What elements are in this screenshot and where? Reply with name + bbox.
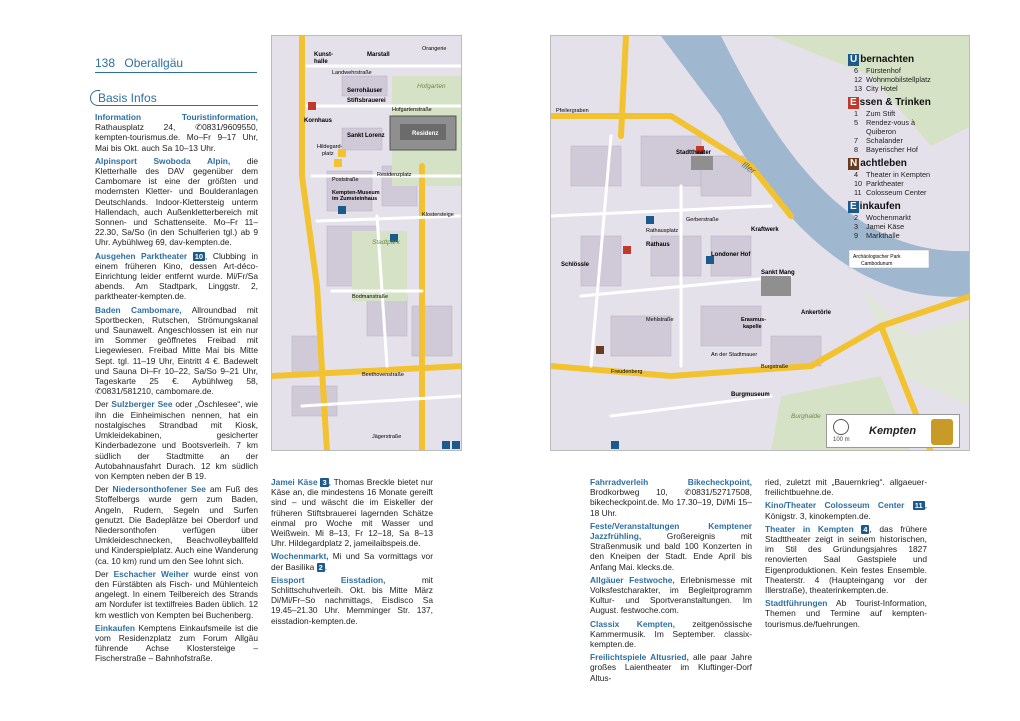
entry-name: Allgäuer Festwoche,	[590, 574, 675, 585]
map-number-badge: 2	[318, 562, 323, 572]
legend-item-label: Parktheater	[866, 179, 904, 188]
entry-name: Eissport	[271, 574, 305, 585]
heading-rule	[100, 105, 258, 106]
city-logo-icon	[931, 419, 953, 445]
middle-text-column	[271, 477, 433, 629]
svg-text:Erasmus-: Erasmus-	[741, 317, 767, 323]
map-label-burghalde: Burghalde	[791, 413, 821, 420]
right-text-column-2	[765, 477, 927, 632]
map-label-kraftwerk: Kraftwerk	[751, 227, 779, 233]
map-legend	[848, 50, 960, 240]
entry-text: die Kletterhalle des DAV gegenüber dem Cambomare ist eine der größten und modernsten Kletter- und Boulderanlagen Deutschlands. Indoor-Klettersteig unterm Hallendach, auch Außenkletterbereich mit Sonnen- und Schattenseite. Mo–Fr 11–22.30, Sa/So (in den Schulferien tgl.) ab 9 Uhr. Aybühlweg 69, dav-kempten.de.	[95, 155, 258, 248]
entry-paragraph	[271, 477, 433, 548]
map-label-residenzplatz: Residenzplatz	[377, 172, 412, 178]
svg-text:halle: halle	[314, 59, 328, 65]
legend-item-label: Theater in Kempten	[866, 170, 931, 179]
legend-category	[848, 54, 960, 93]
legend-category	[848, 201, 960, 240]
entry-paragraph	[765, 477, 927, 497]
entry-prefix: Der	[95, 399, 112, 410]
entry-paragraph	[271, 551, 433, 571]
legend-item	[848, 188, 960, 197]
map-label-jaegerstrasse: Jägerstraße	[372, 434, 402, 440]
entry-text: zeitgenössische Kammermusik. Im September. classix-kempten.de.	[590, 618, 752, 650]
entry-text: Rathausplatz 24, ✆0831/9609550, kempten-tourismus.de. Mo–Fr 9–17 Uhr, Mai bis Okt. auch Sa 10–13 Uhr.	[95, 122, 258, 153]
entry-text: Brodkorbweg 10, ✆0831/52717508, bikecheckpoint.de. Mo 17.30–19, Di/Mi 15–18 Uhr.	[590, 487, 752, 518]
entry-paragraph	[590, 477, 752, 518]
entry-name: Freilichtspiele Altusried,	[590, 652, 689, 663]
entry-keyword: Alpinsport	[95, 155, 137, 166]
legend-item	[848, 179, 960, 188]
map-title-box	[826, 414, 960, 448]
legend-category-title	[848, 97, 960, 109]
entry-text: wurde einst von den Fürstäbten als Fisch- und Mühlenteich angelegt. In einem Teilbereich des Strands am Nordufer ist textilfreies Baden üblich. 12 km westlich von Kempten bei Buchenberg.	[95, 568, 258, 620]
legend-item-number: 8	[854, 145, 859, 154]
map-left	[271, 35, 462, 451]
page-header	[95, 56, 257, 73]
entry-text: Erlebnismesse mit Volksfestcharakter, im Begleitprogramm Kultur- und Sportveranstaltungen. Im August. festwoche.com.	[590, 574, 752, 616]
legend-category-title	[848, 54, 960, 66]
basis-infos-title: Basis Infos	[98, 91, 157, 105]
legend-category-title	[848, 201, 960, 213]
entry-paragraph	[95, 112, 258, 153]
left-text-column	[95, 112, 258, 667]
svg-text:Archäologischer Park: Archäologischer Park	[853, 254, 901, 260]
legend-item-label: Zum Stift	[866, 109, 896, 118]
entry-keyword: Einkaufen	[95, 622, 136, 633]
map-label-ankertoerle: Ankertörle	[801, 310, 832, 316]
legend-title-text: achtleben	[860, 158, 907, 169]
map-label-stadttheater: Stadttheater	[676, 150, 712, 156]
entry-text: Allroundbad mit Sportbecken, Rutschen, Strömungskanal und Saunawelt. Angeschlossen ist ein nur im Sommer geöffnetes Freibad mit Liegewiesen. Freibad Mitte Mai bis Mitte Sept. tgl. 11–19 Uhr, Eintritt 4 €. Badewelt und Sauna Di–Fr 10–22, Sa/So 9–21 Uhr, Tageskarte 25 €. Aybühlweg 58, ✆0831/581210, cambomare.de.	[95, 304, 258, 397]
map-label-kornhaus: Kornhaus	[304, 118, 333, 124]
entry-text: am Fuß des Stoffelbergs wurde gern zum Baden, Angeln, Rudern, Segeln und Surfen genutzt. Die Badeplätze bei Oberdorf und Niedersonthofen verfügen über Umkleideschnecken, Beachvolleyballfeld und Kinderspielplatz. Auch eine Wanderung (ca. 10 km) rund um den See lohnt sich.	[95, 484, 258, 566]
basis-infos-heading	[90, 90, 258, 106]
entry-name: Jamei Käse	[271, 477, 318, 487]
entry-text: ried, zuletzt mit „Bauernkrieg“. allgaeuer-freilichtbuehne.de.	[765, 477, 927, 498]
svg-text:Cambodunum: Cambodunum	[861, 261, 893, 267]
map-label-hofgartenstrasse: Hofgartenstraße	[392, 107, 432, 113]
map-label-beethovenstrasse: Beethovenstraße	[362, 372, 404, 378]
entry-text: , das frühere Stadttheater zeigt in seinem historischen, im Stil des Gründungsjahres 1827 renovierten Saal Gastspiele und Eigenproduktionen. Kein festes Ensemble. Theaterstr. 4 (Haupteingang vor der Illerstraße), theaterinkempten.de.	[765, 523, 928, 596]
entry-name: Feste/Veranstaltungen	[590, 520, 680, 531]
legend-item	[848, 75, 960, 84]
entry-name: Colosseum Center	[824, 500, 905, 511]
entry-keyword: Information	[95, 112, 142, 122]
legend-item-label: Markthalle	[866, 231, 900, 240]
entry-text: Ab Tourist-Information, Themen und Termine auf kempten-tourismus.de/fuehrungen.	[765, 598, 927, 629]
entry-name: Bikecheckpoint,	[687, 477, 752, 487]
legend-title-text: ssen & Trinken	[859, 97, 931, 108]
entry-keyword: Baden	[95, 304, 121, 315]
map-left-svg	[272, 36, 462, 451]
entry-prefix: Der	[95, 568, 114, 579]
legend-item-label: Rendez-vous à	[866, 118, 916, 127]
entry-name: Parktheater	[141, 250, 188, 261]
entry-name: Swoboda Alpin,	[153, 155, 231, 166]
legend-item	[848, 66, 960, 75]
entry-keyword: Ausgehen	[95, 250, 136, 261]
entry-text: oder „Öschlesee“, wie ihn die Einheimischen nennen, hat ein nostalgisches Strandbad mit Kiosk, Umkleidekabinen, gesicherter Kinderbadezone und Bootsverleih. 7 km südlich der Stadtmitte an der Autobahnausfahrt Durach. 12 km südlich von Kempten neben der B 19.	[95, 399, 258, 481]
map-label-serrohaeuser: Serrohäuser	[347, 88, 383, 94]
svg-text:platz: platz	[322, 151, 334, 157]
entry-paragraph	[95, 623, 258, 664]
map-label-klostersteige: Klostersteige	[422, 212, 454, 218]
map-label-burgmuseum: Burgmuseum	[731, 392, 770, 398]
legend-item	[848, 231, 960, 240]
entry-name: Classix Kempten,	[590, 618, 675, 629]
legend-item-number: 7	[854, 136, 859, 145]
entry-text: alle paar Jahre großes Laientheater im Kluftinger-Dorf Altus-	[590, 652, 752, 683]
map-label-stiftsbrauerei: Stiftsbrauerei	[347, 98, 386, 104]
entry-prefix: Der	[95, 484, 113, 495]
legend-category	[848, 97, 960, 154]
entry-name: Kino/Theater	[765, 500, 817, 511]
map-label-landwehrstrasse: Landwehrstraße	[332, 70, 372, 76]
map-label-poststrasse: Poststraße	[332, 177, 359, 183]
map-label-rathaus: Rathaus	[646, 242, 670, 248]
legend-initial: N	[850, 158, 858, 169]
entry-name: Eschacher Weiher	[113, 568, 189, 579]
map-label-iller: Iller	[739, 159, 758, 176]
map-label-marstall: Marstall	[367, 52, 390, 58]
legend-item	[848, 118, 960, 127]
map-number-badge: 10	[194, 251, 204, 261]
entry-paragraph	[765, 598, 927, 629]
entry-name: Fahrradverleih	[590, 477, 649, 487]
entry-text: .	[324, 561, 328, 572]
entry-paragraph	[590, 521, 752, 572]
entry-paragraph	[95, 569, 258, 620]
entry-text: Mi und Sa vormittags vor der Basilika	[271, 551, 433, 572]
map-label-rathausplatz: Rathausplatz	[646, 228, 679, 234]
map-label-londoner-hof: Londoner Hof	[711, 252, 751, 258]
map-label-gerberstrasse: Gerberstraße	[686, 217, 719, 223]
legend-item-number: 4	[854, 170, 859, 179]
svg-text:Hildegard-: Hildegard-	[317, 144, 343, 150]
legend-item	[848, 109, 960, 118]
legend-item-number: 6	[854, 66, 859, 75]
legend-item	[848, 170, 960, 179]
legend-category-title	[848, 158, 960, 170]
legend-item-number: 9	[854, 231, 859, 240]
entry-paragraph	[95, 251, 258, 302]
entry-paragraph	[590, 619, 752, 650]
legend-initial: E	[850, 97, 857, 108]
entry-text: Großereignis mit Straßenmusik und bald 100 Konzerten in den Kneipen der Stadt. Ende April bis Anfang Mai. klecks.de.	[590, 531, 752, 572]
entry-text: mit Schlittschuhverleih. Okt. bis Mitte März Di/Mi/Fr–So nachmittags, Eisdisco Sa 19.45–21.30 Uhr. Memminger Str. 137, eisstadion-kempten.de.	[271, 574, 433, 626]
entry-name: Theater in Kempten	[765, 523, 854, 534]
map-label-sankt-mang: Sankt Mang	[761, 270, 795, 276]
svg-text:im Zumsteinhaus: im Zumsteinhaus	[332, 196, 378, 202]
legend-category	[848, 158, 960, 197]
legend-title-text: bernachten	[860, 54, 915, 65]
map-number-badge: 3	[322, 478, 327, 487]
entry-name: Wochenmarkt,	[271, 551, 329, 562]
entry-text: , Clubbing in einem früheren Kino, dessen Art-déco-Einrichtung leider entfernt wurde. Mi/Fr/Sa abends. Am Stadtpark, Linggstr. 2, parktheater-kempten.de.	[95, 250, 259, 302]
entry-text: , Königstr. 3, kinokempten.de.	[765, 500, 928, 521]
legend-item	[848, 222, 960, 231]
entry-name: Stadtführungen	[765, 598, 828, 609]
entry-paragraph	[95, 484, 258, 566]
map-label-kunsthalle: Kunst-	[314, 52, 333, 58]
legend-item-label: Bayerischer Hof	[866, 145, 918, 154]
entry-paragraph	[590, 652, 752, 683]
map-label-mehlstrasse: Mehlstraße	[646, 317, 674, 323]
entry-paragraph	[271, 575, 433, 626]
map-label-stadtmauer: An der Stadtmauer	[711, 352, 758, 358]
svg-text:kapelle: kapelle	[743, 324, 762, 330]
legend-item-label: Schalander	[866, 136, 903, 145]
map-scale: 100 m	[833, 437, 850, 443]
legend-item-label: Quiberon	[866, 127, 897, 136]
legend-item-number: 3	[854, 222, 859, 231]
svg-text:Kempten-Museum: Kempten-Museum	[332, 190, 380, 196]
legend-item-number: 10	[854, 179, 863, 188]
entry-paragraph	[95, 156, 258, 248]
entry-name: Niedersonthofener See	[112, 484, 206, 495]
legend-item-number: 2	[854, 213, 859, 222]
entry-name: Sulzberger See	[111, 399, 173, 410]
page-number: 138	[95, 56, 116, 70]
map-city-name: Kempten	[869, 425, 917, 437]
legend-item-number: 1	[854, 109, 859, 118]
legend-item	[848, 213, 960, 222]
map-number-badge: 11	[914, 501, 923, 511]
entry-name: Cambomare,	[131, 304, 182, 315]
entry-paragraph	[590, 575, 752, 616]
map-label-pfeilergraben: Pfeilergraben	[556, 108, 589, 114]
entry-paragraph	[765, 524, 927, 595]
entry-name: Kemptener Jazzfrühling,	[590, 520, 752, 542]
map-label-stadtpark: Stadtpark	[372, 239, 400, 246]
map-label-bodmanstrasse: Bodmanstraße	[352, 294, 389, 300]
legend-item-number: 11	[854, 188, 862, 197]
legend-item-label: Wohnmobilstellplatz	[866, 75, 931, 84]
map-label-residenz: Residenz	[412, 131, 439, 137]
legend-title-text: inkaufen	[859, 201, 901, 212]
legend-item	[848, 136, 960, 145]
map-label-orangerie: Orangerie	[422, 46, 447, 52]
map-label-schloessle: Schlössle	[561, 262, 590, 268]
compass-icon	[833, 419, 849, 435]
legend-item-label: Jamei Käse	[866, 222, 905, 231]
legend-initial: E	[850, 201, 857, 212]
entry-text: Kemptens Einkaufsmeile ist die vom Residenzplatz zum Forum Allgäu führende Achse Klostersteige – Fischerstraße – Bahnhofstraße.	[95, 622, 259, 664]
entry-paragraph	[95, 305, 258, 397]
legend-item-label: Colosseum Center	[866, 188, 927, 197]
entry-name: Eisstadion,	[340, 574, 386, 585]
map-label-burgstrasse: Burgstraße	[761, 364, 789, 370]
legend-item	[848, 84, 960, 93]
legend-item	[848, 127, 960, 136]
entry-paragraph	[765, 500, 927, 520]
legend-item	[848, 145, 960, 154]
legend-item-number: 5	[854, 118, 859, 127]
right-text-column-1	[590, 477, 752, 686]
map-label-sankt-lorenz: Sankt Lorenz	[347, 133, 385, 139]
map-number-badge: 4	[863, 524, 868, 534]
legend-item-label: Fürstenhof	[866, 66, 901, 75]
legend-item-number: 12	[854, 75, 863, 84]
entry-text: , Thomas Breckle bietet nur Käse an, die mindestens 16 Monate gereift sind – und wäscht die im Eiskeller der früheren Stiftsbrauerei lagernden Schätze einmal pro Woche mit Wasser und Weißwein. Mi 8–13, Fr 12–18, Sa 8–13 Uhr. Hildegardplatz 2, jameilaibspeis.de.	[271, 477, 433, 549]
legend-item-label: City Hotel	[866, 84, 898, 93]
legend-item-label: Wochenmarkt	[866, 213, 911, 222]
map-label-freudenberg: Freudenberg	[611, 369, 643, 375]
legend-initial: Ü	[850, 54, 858, 65]
legend-item-number: 13	[854, 84, 863, 93]
map-label-hofgarten: Hofgarten	[417, 83, 446, 90]
section-title: Oberallgäu	[124, 56, 184, 70]
entry-paragraph	[95, 399, 258, 481]
entry-name: Touristinformation,	[181, 112, 258, 122]
